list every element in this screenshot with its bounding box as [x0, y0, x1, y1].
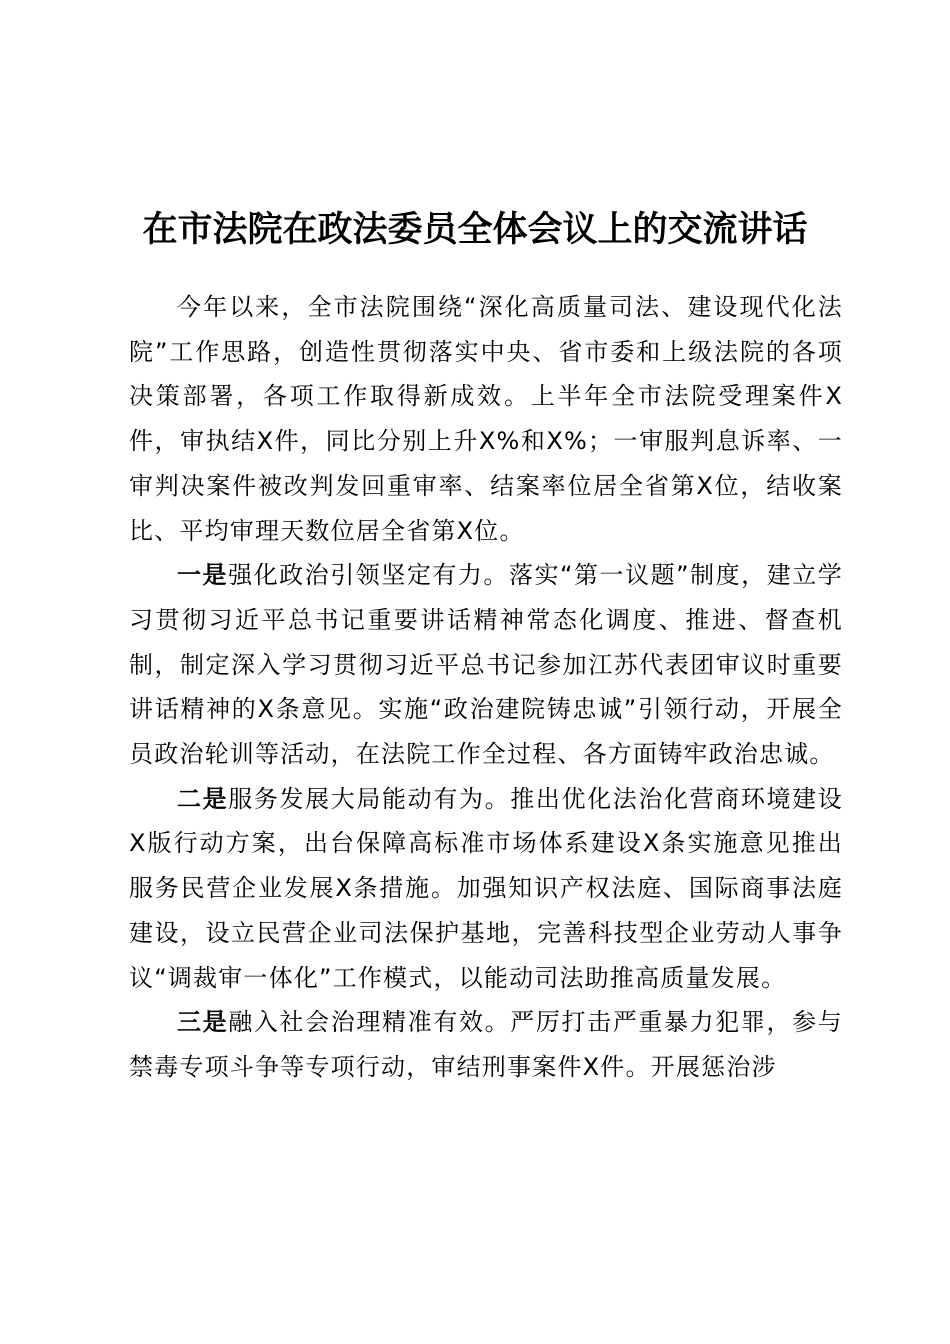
section-paragraph-2 — [129, 777, 843, 1001]
section-text-3: 融入社会治理精准有效。严厉打击严重暴力犯罪，参与禁毒专项斗争等专项行动，审结刑事案件X件。开展惩治涉 — [129, 1008, 843, 1081]
section-text-1: 强化政治引领坚定有力。落实“第一议题”制度，建立学习贯彻习近平总书记重要讲话精神常态化调度、推进、督查机制，制定深入学习贯彻习近平总书记参加江苏代表团审议时重要讲话精神的X条意见。实施“政治建院铸忠诚”引领行动，开展全员政治轮训等活动，在法院工作全过程、各方面铸牢政治忠诚。 — [129, 561, 843, 769]
section-lead-3: 三是 — [177, 1008, 229, 1037]
section-paragraph-3 — [129, 1000, 843, 1089]
section-text-2: 服务发展大局能动有为。推出优化法治化营商环境建设X版行动方案，出台保障高标准市场体系建设X条实施意见推出服务民营企业发展X条措施。加强知识产权法庭、国际商事法庭建设，设立民营企业司法保护基地，完善科技型企业劳动人事争议“调裁审一体化”工作模式，以能动司法助推高质量发展。 — [129, 784, 843, 992]
section-lead-1: 一是 — [177, 561, 229, 590]
section-paragraph-1 — [129, 553, 843, 777]
document-body — [129, 285, 843, 1090]
intro-paragraph: 今年以来，全市法院围绕“深化高质量司法、建设现代化法院”工作思路，创造性贯彻落实中央、省市委和上级法院的各项决策部署，各项工作取得新成效。上半年全市法院受理案件X件，审执结X件，同比分别上升X%和X%；一审服判息诉率、一审判决案件被改判发回重审率、结案率位居全省第X位，结收案比、平均审理天数位居全省第X位。 — [129, 293, 843, 545]
document-title: 在市法院在政法委员全体会议上的交流讲话 — [142, 209, 808, 250]
section-lead-2: 二是 — [177, 784, 229, 813]
